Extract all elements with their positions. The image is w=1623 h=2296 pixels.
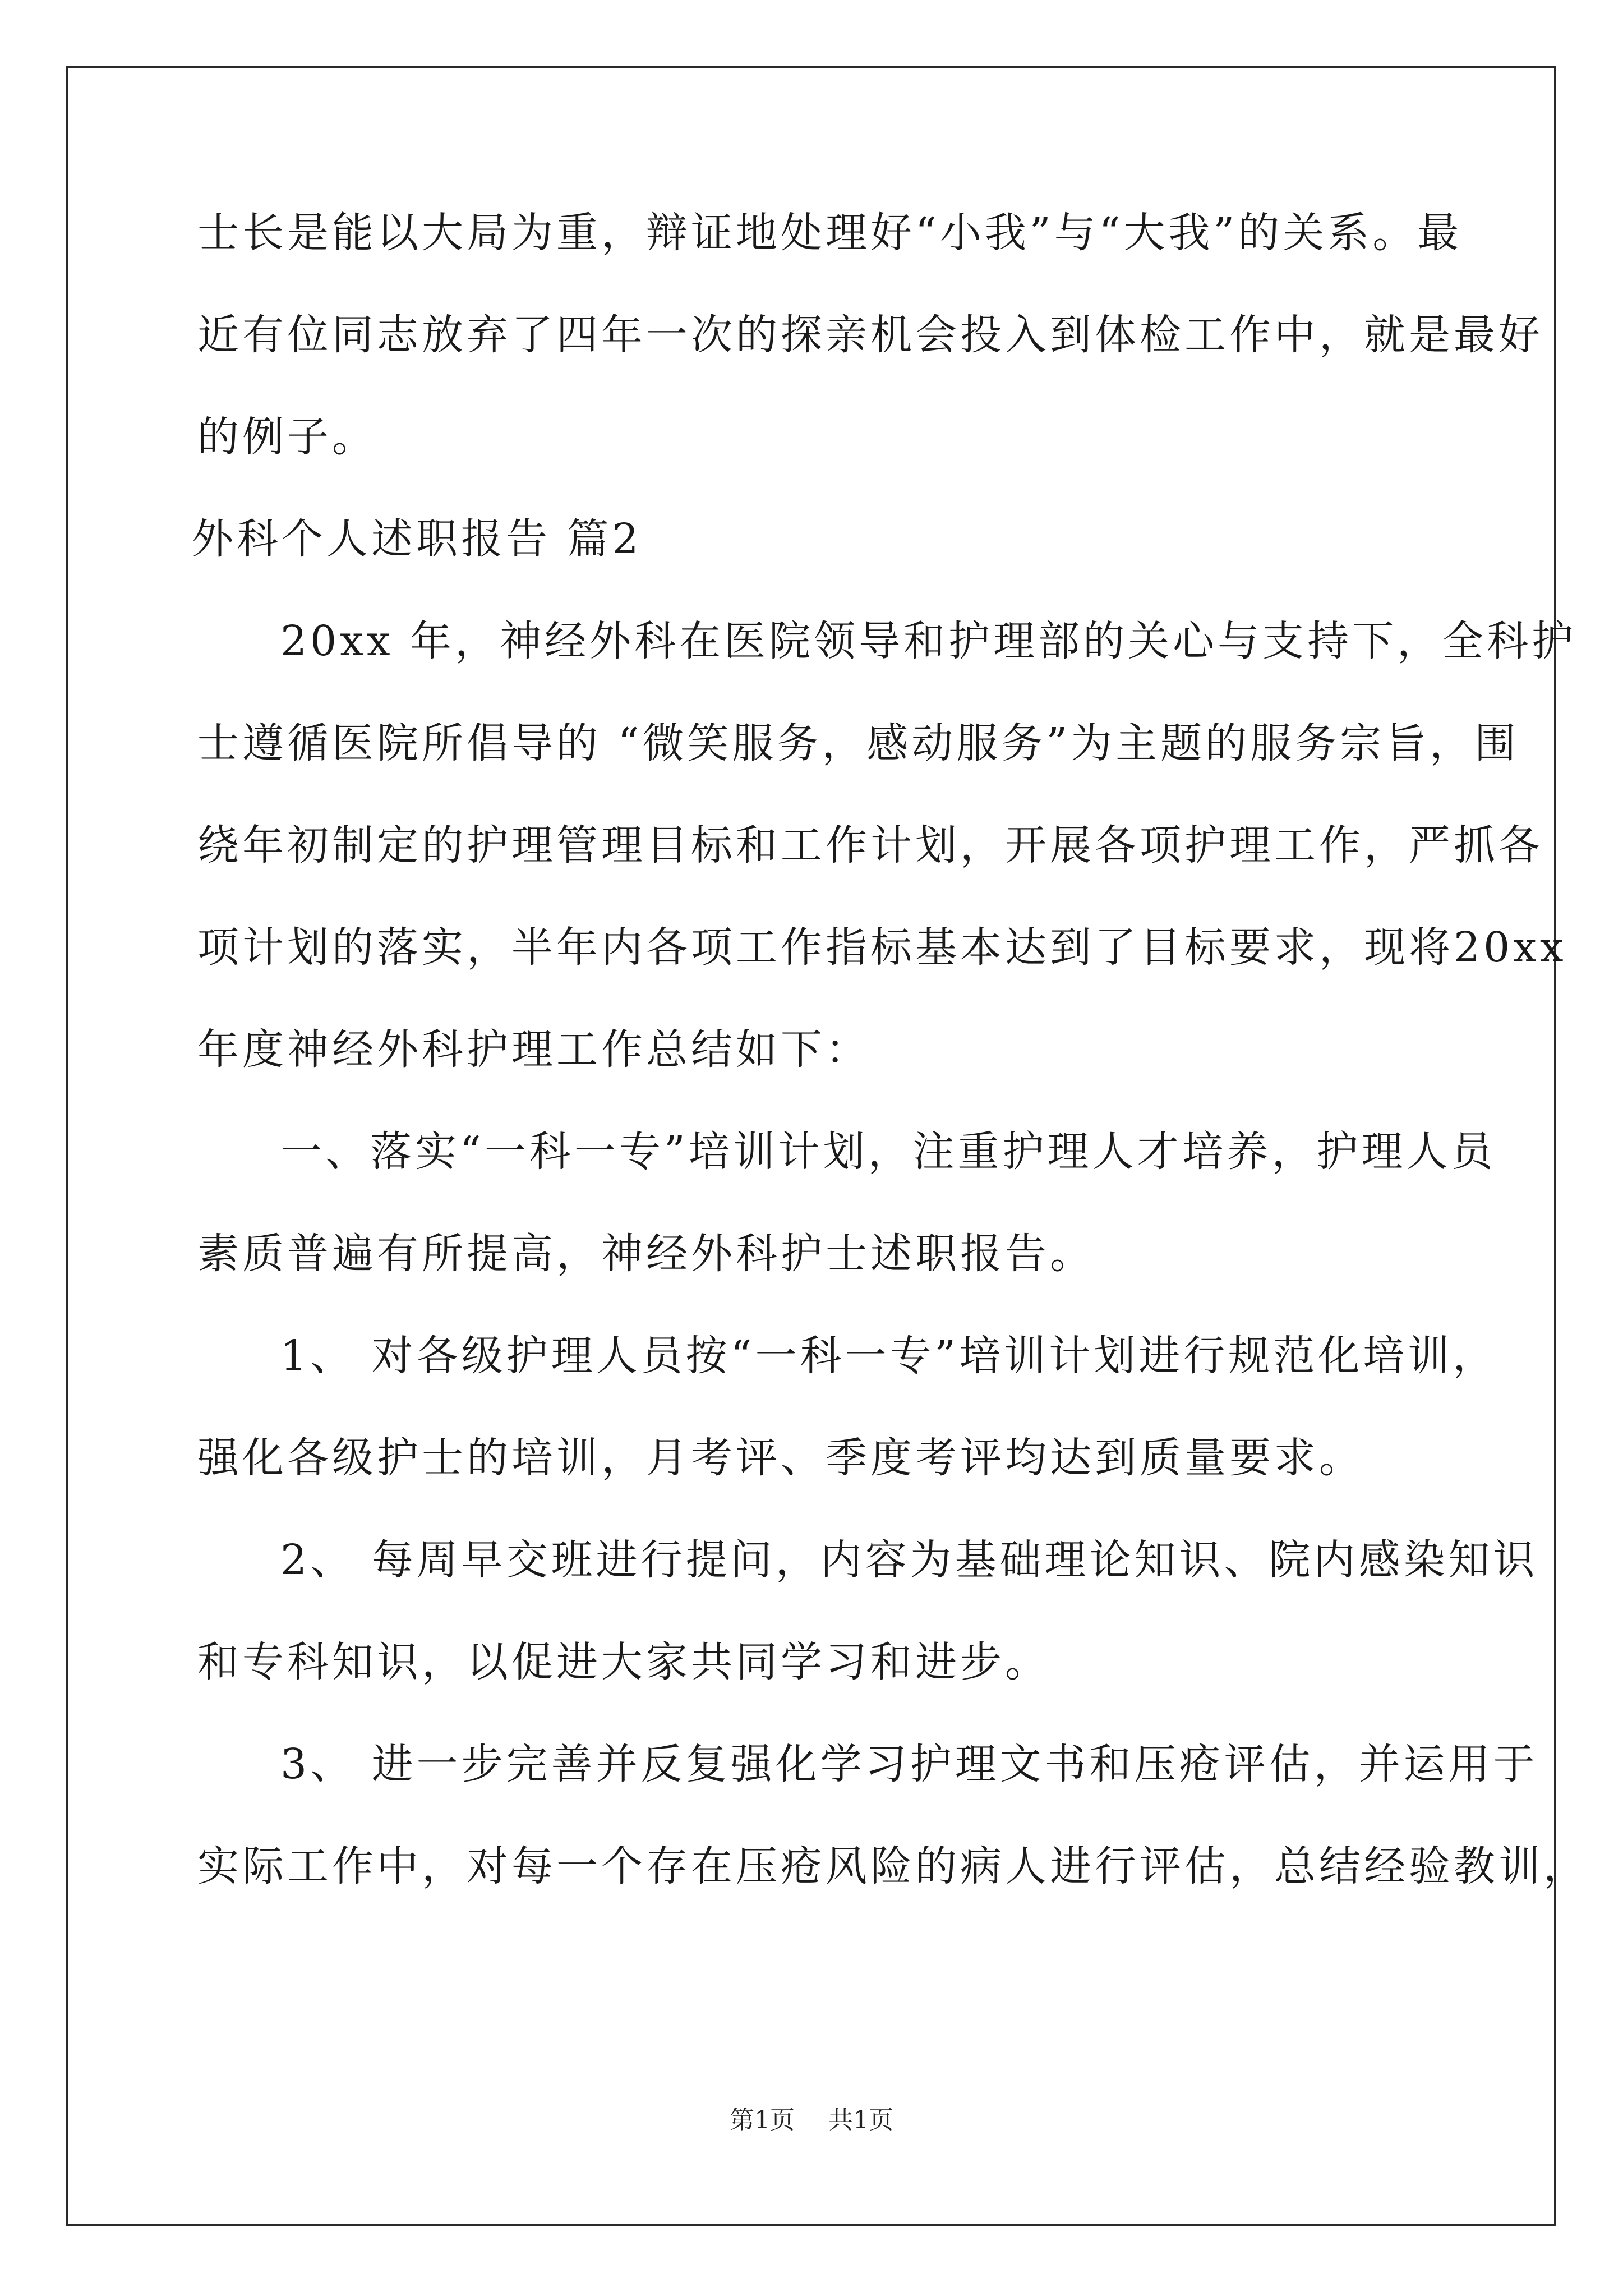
body-line: 近有位同志放弃了四年一次的探亲机会投入到体检工作中，就是最好 xyxy=(197,311,1543,359)
body-line: 绕年初制定的护理管理目标和工作计划，开展各项护理工作，严抓各 xyxy=(197,821,1543,869)
body-line: 的例子。 xyxy=(197,413,377,461)
section-heading: 外科个人述职报告 篇2 xyxy=(192,515,642,563)
body-line: 实际工作中，对每一个存在压疮风险的病人进行评估，总结经验教训， xyxy=(197,1842,1588,1890)
page-total: 共1页 xyxy=(828,2106,893,2134)
body-line: 一、落实“一科一专”培训计划，注重护理人才培养，护理人员 xyxy=(280,1128,1496,1176)
page-number: 第1页 xyxy=(730,2106,795,2134)
body-line: 士长是能以大局为重，辩证地处理好“小我”与“大我”的关系。最 xyxy=(197,209,1463,257)
body-line: 士遵循医院所倡导的 “微笑服务，感动服务”为主题的服务宗旨，围 xyxy=(197,719,1520,767)
body-line: 1、 对各级护理人员按“一科一专”培训计划进行规范化培训， xyxy=(280,1332,1498,1380)
body-line: 20xx 年，神经外科在医院领导和护理部的关心与支持下，全科护 xyxy=(280,617,1577,665)
body-line: 年度神经外科护理工作总结如下： xyxy=(197,1025,870,1074)
body-line: 和专科知识，以促进大家共同学习和进步。 xyxy=(197,1638,1050,1686)
body-line: 素质普遍有所提高，神经外科护士述职报告。 xyxy=(197,1230,1095,1278)
page-footer xyxy=(0,2105,1623,2136)
body-line: 项计划的落实，半年内各项工作指标基本达到了目标要求，现将20xx xyxy=(197,923,1567,972)
body-line: 3、 进一步完善并反复强化学习护理文书和压疮评估，并运用于 xyxy=(280,1740,1538,1788)
body-line: 2、 每周早交班进行提问，内容为基础理论知识、院内感染知识 xyxy=(280,1536,1538,1584)
body-line: 强化各级护士的培训，月考评、季度考评均达到质量要求。 xyxy=(197,1434,1364,1482)
